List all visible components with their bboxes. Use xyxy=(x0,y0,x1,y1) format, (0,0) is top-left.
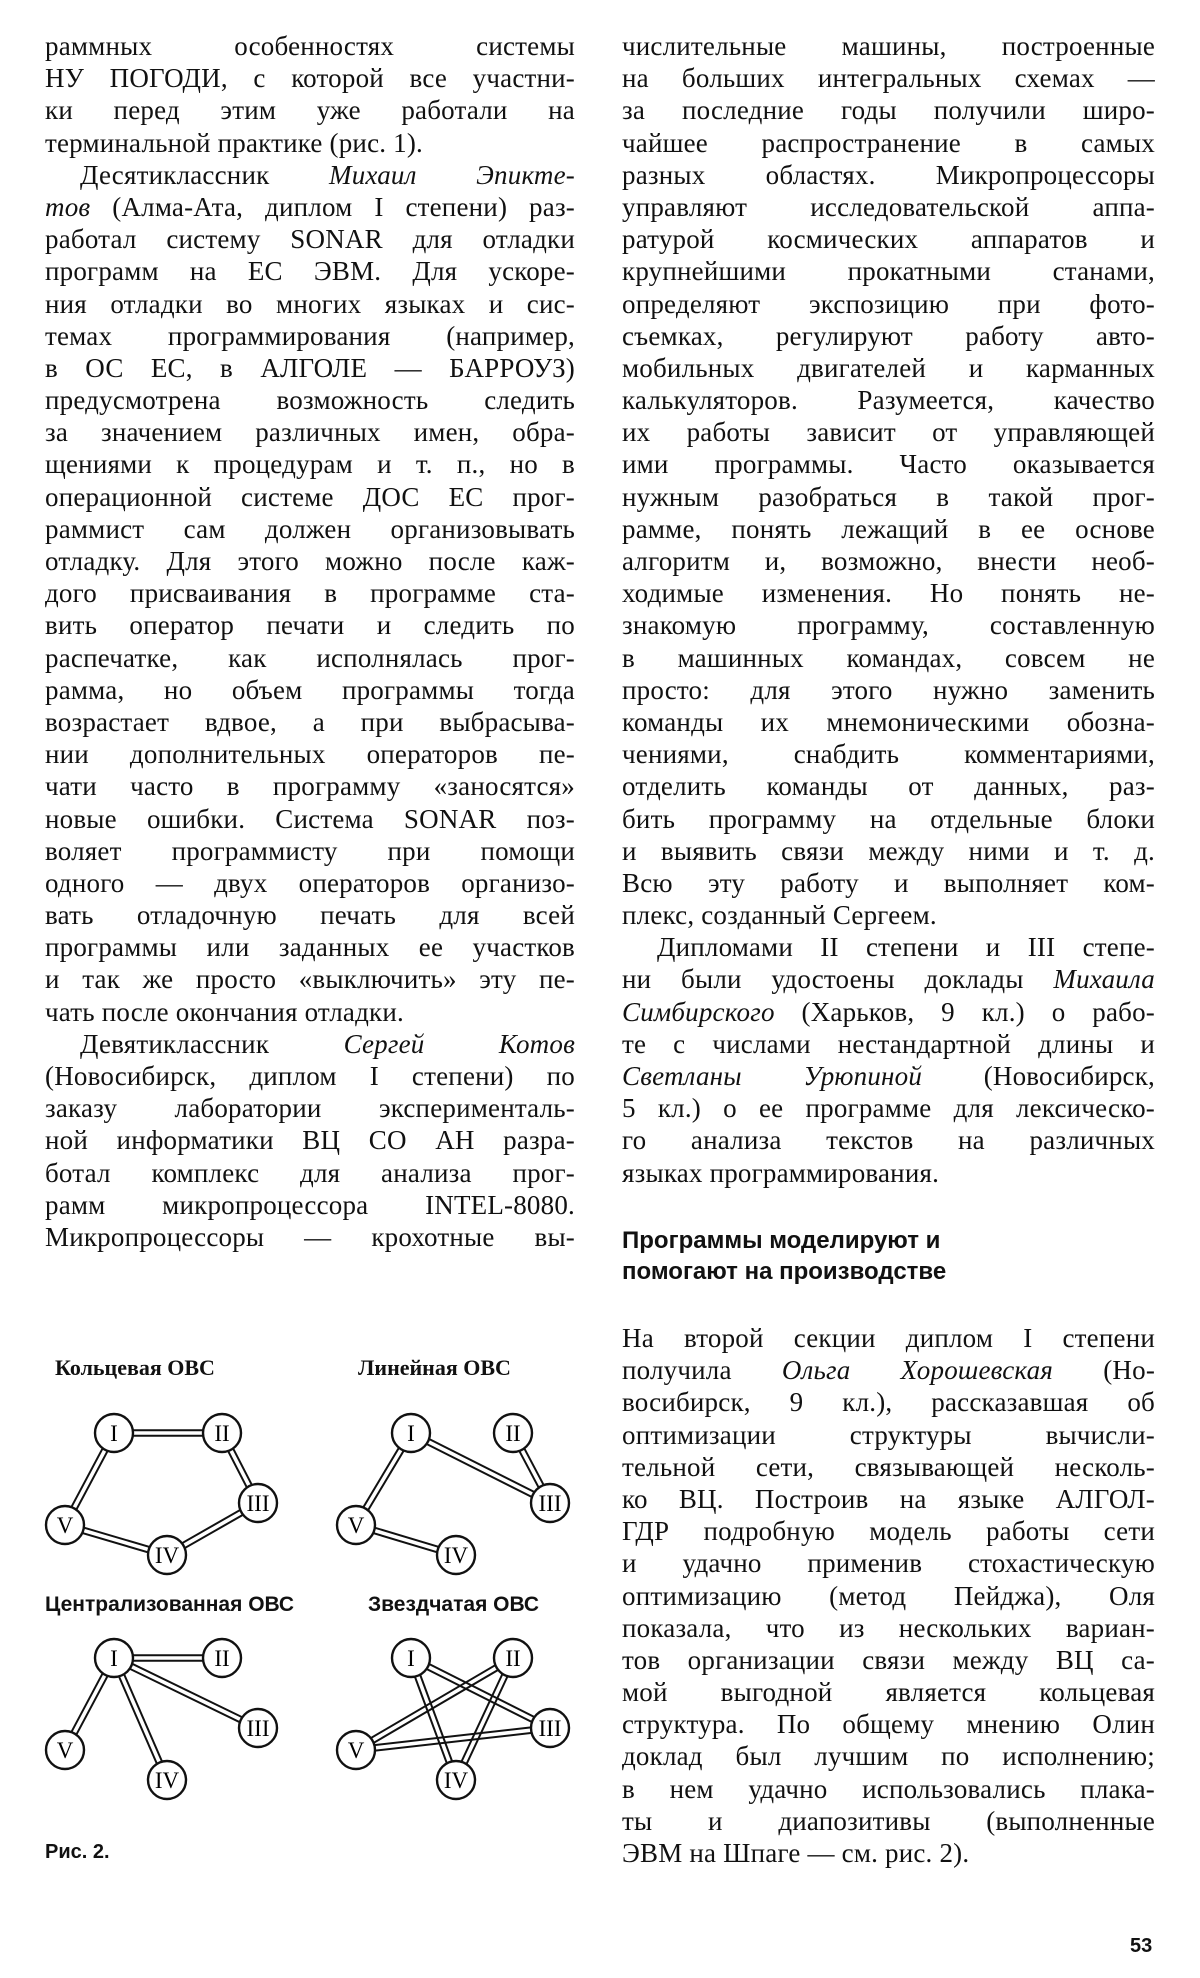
text-line: съемках, регулируют работу авто- xyxy=(622,320,1155,351)
text-line: Десятиклассник Михаил Эпикте- xyxy=(80,159,575,190)
node-label: III xyxy=(246,1491,270,1516)
node-label: II xyxy=(505,1421,521,1446)
text-line: ратурой космических аппаратов и xyxy=(622,224,1155,255)
section-subheading xyxy=(622,1225,1155,1287)
node-label: V xyxy=(56,1738,74,1763)
node-label: I xyxy=(407,1646,415,1671)
linear-topology-title: Линейная ОВС xyxy=(358,1355,511,1380)
text-line: щениями к процедурам и т. п., но в xyxy=(45,449,575,480)
topology-edges xyxy=(63,1430,553,1781)
text-line: Светланы Урюпиной (Новосибирск, xyxy=(622,1061,1155,1091)
text-line: управляют исследовательской аппа- xyxy=(622,191,1155,222)
text-line: чати часто в программу «заносятся» xyxy=(45,771,575,802)
linear-node-V xyxy=(337,1506,375,1544)
text-line: ими программы. Часто оказывается xyxy=(622,449,1155,480)
star-node-I xyxy=(392,1639,430,1677)
text-line: языках программирования. xyxy=(622,1157,940,1188)
text-line: раммист сам должен организовывать xyxy=(45,513,575,544)
subheading-line-2: помогают на производстве xyxy=(622,1258,947,1285)
node-label: IV xyxy=(443,1768,469,1793)
text-line: предусмотрена возможность следить xyxy=(45,385,575,416)
left-text-column xyxy=(45,30,575,1253)
text-line: заказу лаборатории эксперименталь- xyxy=(45,1093,575,1124)
star-node-IV xyxy=(437,1761,475,1799)
text-line: алгоритм и, возможно, внести необ- xyxy=(622,546,1155,576)
ring-node-IV xyxy=(148,1536,186,1574)
node-label: IV xyxy=(443,1543,469,1568)
right-text-column-bottom xyxy=(622,1322,1155,1869)
text-line: рамма, но объем программы тогда xyxy=(45,674,575,705)
central-node-III xyxy=(239,1709,277,1747)
text-line: Девятиклассник Сергей Котов xyxy=(80,1028,575,1059)
central-node-V xyxy=(46,1731,84,1769)
text-line: калькуляторов. Разумеется, качество xyxy=(622,385,1155,416)
text-line: ботал комплекс для анализа прог- xyxy=(45,1157,575,1188)
text-line: восибирск, 9 кл.), рассказавшая об xyxy=(622,1387,1155,1418)
text-line: нии дополнительных операторов пе- xyxy=(45,739,575,770)
node-label: V xyxy=(56,1513,74,1538)
text-line: ной информатики ВЦ СО АН разра- xyxy=(45,1125,575,1156)
text-line: разных областях. Микропроцессоры xyxy=(622,159,1155,190)
node-label: III xyxy=(538,1716,562,1741)
text-line: темах программирования (например, xyxy=(45,320,575,351)
node-label: II xyxy=(214,1421,230,1446)
text-line: дого присваивания в программе ста- xyxy=(45,578,575,609)
star-node-V xyxy=(337,1731,375,1769)
text-line: вать отладочную печать для всей xyxy=(45,900,575,931)
node-label: IV xyxy=(154,1768,180,1793)
text-line: чать после окончания отладки. xyxy=(45,996,404,1027)
text-line: чайшее распространение в самых xyxy=(622,127,1155,158)
text-line: отделить команды от данных, раз- xyxy=(622,771,1155,802)
text-line: воляет программисту при помощи xyxy=(45,835,575,866)
text-line: структура. По общему мнению Олин xyxy=(622,1709,1155,1740)
text-line: одного — двух операторов организо- xyxy=(45,867,575,898)
node-label: III xyxy=(246,1716,270,1741)
node-label: III xyxy=(538,1491,562,1516)
node-label: I xyxy=(407,1421,415,1446)
text-line: работал систему SONAR для отладки xyxy=(45,224,575,255)
text-line: На второй секции диплом I степени xyxy=(622,1323,1155,1353)
text-line: бить программу на отдельные блоки xyxy=(622,803,1155,834)
ring-node-III xyxy=(239,1484,277,1522)
text-line: и удачно применив стохастическую xyxy=(622,1548,1155,1579)
text-line: за значением различных имен, обра- xyxy=(45,417,575,448)
text-line: ты и диапозитивы (выполненные xyxy=(622,1805,1155,1836)
text-line: команды их мнемоническими обозна- xyxy=(622,706,1155,737)
text-line: те с числами нестандартной длины и xyxy=(622,1028,1155,1059)
text-line: тов (Алма-Ата, диплом I степени) раз- xyxy=(45,191,575,222)
topology-nodes xyxy=(46,1414,569,1799)
text-line: и так же просто «выключить» эту пе- xyxy=(45,964,575,995)
text-line: программ на ЕС ЭВМ. Для ускоре- xyxy=(45,256,575,287)
node-label: I xyxy=(110,1646,118,1671)
text-line: рамме, понять лежащий в ее основе xyxy=(622,513,1155,544)
text-line: показала, что из нескольких вариан- xyxy=(622,1612,1155,1643)
text-line: 5 кл.) о ее программе для лексическо- xyxy=(622,1093,1155,1124)
star-edge-V-III xyxy=(356,1731,550,1753)
text-line: оптимизации структуры вычисли- xyxy=(622,1419,1155,1450)
text-line: мой выгодной является кольцевая xyxy=(622,1677,1155,1708)
text-line: го анализа текстов на различных xyxy=(622,1125,1155,1156)
text-line: ни были удостоены доклады Михаила xyxy=(622,964,1155,995)
text-line: ко ВЦ. Построив на языке АЛГОЛ- xyxy=(622,1483,1155,1514)
text-line: распечатке, как исполнялась прог- xyxy=(45,642,575,673)
text-line: за последние годы получили широ- xyxy=(622,95,1155,126)
central-node-IV xyxy=(148,1761,186,1799)
text-line: тов организации связи между ВЦ са- xyxy=(622,1644,1155,1675)
text-line: чениями, снабдить комментариями, xyxy=(622,739,1155,770)
text-line: программы или заданных ее участков xyxy=(45,932,575,963)
linear-node-I xyxy=(392,1414,430,1452)
text-line: ГДР подробную модель работы сети xyxy=(622,1516,1155,1547)
text-line: отладку. Для этого можно после каж- xyxy=(45,546,575,576)
star-node-II xyxy=(494,1639,532,1677)
text-line: в машинных командах, совсем не xyxy=(622,642,1155,673)
central-topology-title: Централизованная ОВС xyxy=(45,1593,295,1616)
text-line: Дипломами II степени и III степе- xyxy=(657,932,1155,963)
text-line: Микропроцессоры — крохотные вы- xyxy=(45,1221,575,1252)
ring-node-V xyxy=(46,1506,84,1544)
node-label: II xyxy=(505,1646,521,1671)
text-line: ЭВМ на Шпаге — см. рис. 2). xyxy=(622,1838,970,1868)
text-line: (Новосибирск, диплом I степени) по xyxy=(45,1061,575,1091)
linear-node-II xyxy=(494,1414,532,1452)
text-line: возрастает вдвое, а при выбрасыва- xyxy=(45,706,575,737)
subheading-line-1: Программы моделируют и xyxy=(622,1227,941,1254)
text-line: раммных особенностях системы xyxy=(45,31,575,61)
text-line: мобильных двигателей и карманных xyxy=(622,352,1155,383)
text-line: ния отладки во многих языках и сис- xyxy=(45,288,575,319)
text-line: крупнейшими прокатными станами, xyxy=(622,256,1155,287)
ring-node-I xyxy=(95,1414,133,1452)
central-node-II xyxy=(203,1639,241,1677)
network-topologies-figure xyxy=(30,1355,590,1895)
text-line: тельной сети, связывающей несколь- xyxy=(622,1451,1155,1482)
text-line: определяют экспозицию при фото- xyxy=(622,288,1155,319)
page-number: 53 xyxy=(1130,1935,1153,1957)
ring-topology-title: Кольцевая ОВС xyxy=(55,1355,215,1380)
text-line: ходимые изменения. Но понять не- xyxy=(622,578,1155,609)
text-line: ки перед этим уже работали на xyxy=(45,95,575,126)
ring-node-II xyxy=(203,1414,241,1452)
text-line: Симбирского (Харьков, 9 кл.) о рабо- xyxy=(622,996,1155,1027)
central-node-I xyxy=(95,1639,133,1677)
star-edge-II-V xyxy=(355,1656,512,1748)
node-label: II xyxy=(214,1646,230,1671)
right-text-column-top xyxy=(622,30,1155,1189)
text-line: терминальной практике (рис. 1). xyxy=(45,127,424,158)
node-label: V xyxy=(347,1513,365,1538)
text-line: просто: для этого нужно заменить xyxy=(622,674,1155,705)
node-label: V xyxy=(347,1738,365,1763)
text-line: доклад был лучшим по исполнению; xyxy=(622,1741,1155,1772)
star-node-III xyxy=(531,1709,569,1747)
text-line: нужным разобраться в такой прог- xyxy=(622,481,1155,512)
text-line: оптимизацию (метод Пейджа), Оля xyxy=(622,1580,1155,1611)
figure-caption: Рис. 2. xyxy=(45,1841,110,1863)
text-line: получила Ольга Хорошевская (Но- xyxy=(622,1355,1155,1386)
linear-node-IV xyxy=(437,1536,475,1574)
text-line: плекс, созданный Сергеем. xyxy=(622,900,937,931)
text-line: числительные машины, построенные xyxy=(622,31,1155,61)
text-line: НУ ПОГОДИ, с которой все участни- xyxy=(45,63,575,94)
text-line: Всю эту работу и выполняет ком- xyxy=(622,867,1155,898)
star-topology-title: Звездчатая ОВС xyxy=(368,1593,540,1616)
text-line: их работы зависит от управляющей xyxy=(622,417,1155,448)
node-label: I xyxy=(110,1421,118,1446)
star-edge-II-IV xyxy=(453,1657,510,1779)
text-line: и выявить связи между ними и т. д. xyxy=(622,835,1155,866)
text-line: операционной системе ДОС ЕС прог- xyxy=(45,481,575,512)
text-line: знакомую программу, составленную xyxy=(622,610,1155,641)
node-label: IV xyxy=(154,1543,180,1568)
text-line: рамм микропроцессора INTEL-8080. xyxy=(45,1189,575,1220)
text-line: в ОС ЕС, в АЛГОЛЕ — БАРРОУЗ) xyxy=(45,352,575,383)
text-line: в нем удачно использовались плака- xyxy=(622,1773,1155,1804)
text-line: на больших интегральных схемах — xyxy=(622,63,1155,94)
text-line: новые ошибки. Система SONAR поз- xyxy=(45,803,575,834)
text-line: вить оператор печати и следить по xyxy=(45,610,575,641)
linear-node-III xyxy=(531,1484,569,1522)
